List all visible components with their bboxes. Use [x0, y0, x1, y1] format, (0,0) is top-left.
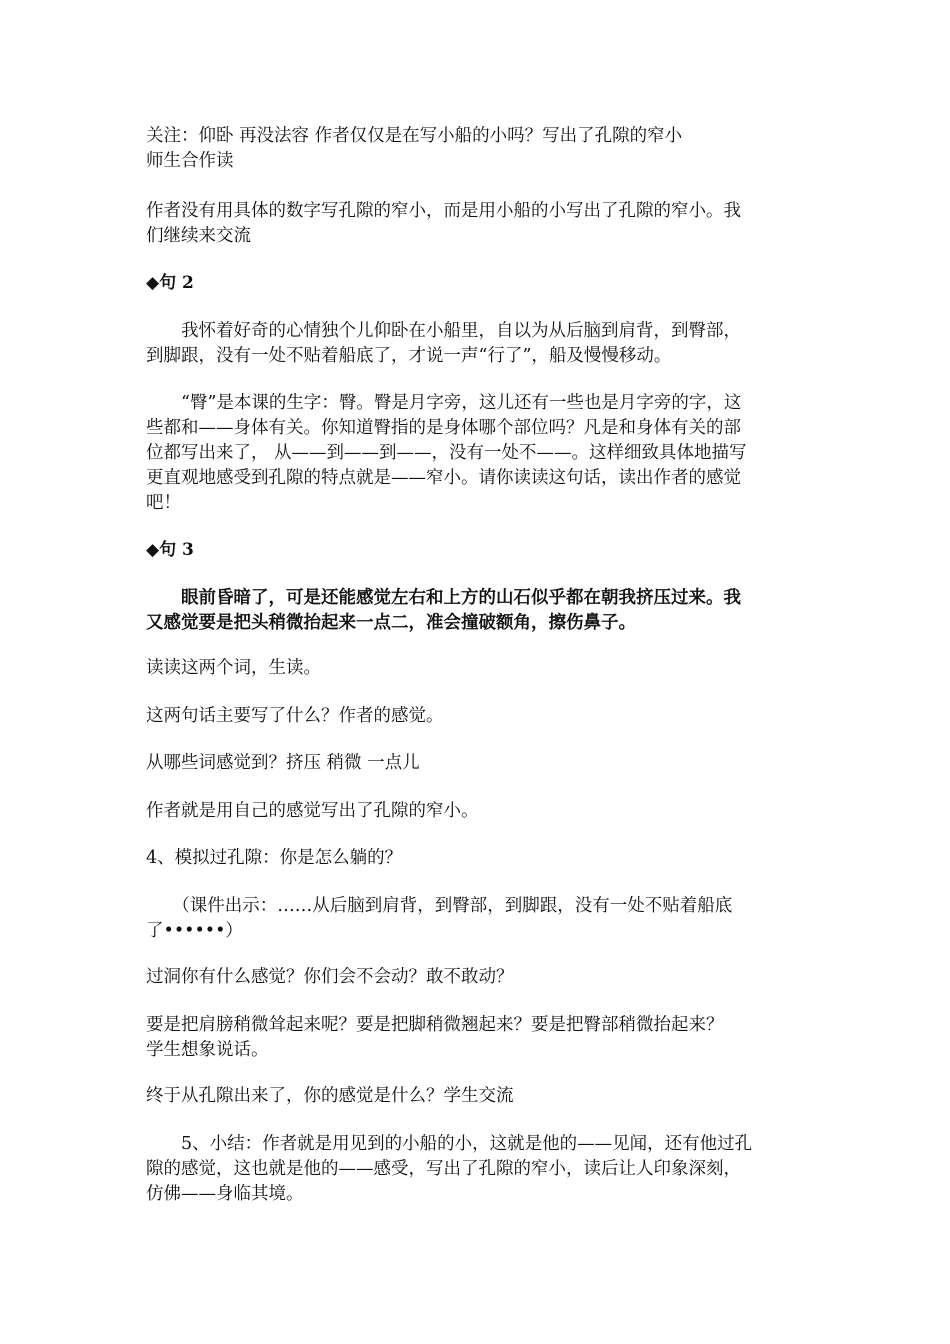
- paragraph-focus: [146, 124, 682, 174]
- paragraph-no-numbers: [146, 199, 741, 249]
- text-line: 们继续来交流: [146, 226, 251, 246]
- text-line: 过洞你有什么感觉？你们会不会动？敢不敢动？: [146, 967, 514, 987]
- text-line: 5、小结：作者就是用见到的小船的小，这就是他的——见闻，还有他过孔: [146, 1134, 753, 1154]
- text-line: 这两句话主要写了什么？作者的感觉。: [146, 706, 444, 726]
- text-line: 4、模拟过孔隙：你是怎么躺的？: [146, 848, 403, 868]
- text-line: 学生想象说话。: [146, 1040, 269, 1060]
- paragraph-keywords: [146, 751, 420, 776]
- text-line: 从哪些词感觉到？挤压 稍微 一点儿: [146, 753, 420, 773]
- text-line: 吧！: [146, 493, 181, 513]
- paragraph-imagine: [146, 1013, 724, 1063]
- text-line: 又感觉要是把头稍微抬起来一点二，准会撞破额角，擦伤鼻子。: [146, 613, 636, 633]
- step-5-summary: [146, 1132, 752, 1207]
- text-line: 作者没有用具体的数字写孔隙的窄小，而是用小船的小写出了孔隙的窄小。我: [146, 201, 741, 221]
- section-heading-3: [146, 538, 194, 563]
- text-line: 到脚跟，没有一处不贴着船底了，才说一声“行了”，船及慢慢移动。: [146, 346, 672, 366]
- text-line: 要是把肩膀稍微耸起来呢？要是把脚稍微翘起来？要是把臀部稍微抬起来？: [146, 1015, 724, 1035]
- text-line: 隙的感觉，这也就是他的——感受，写出了孔隙的窄小，读后让人印象深刻，: [146, 1159, 741, 1179]
- text-line: 些都和——身体有关。你知道臀指的是身体哪个部位吗？凡是和身体有关的部: [146, 418, 741, 438]
- text-line: 更直观地感受到孔隙的特点就是——窄小。请你读读这句话，读出作者的感觉: [146, 468, 741, 488]
- text-line: 读读这两个词，生读。: [146, 658, 321, 678]
- text-line: 位都写出来了， 从——到——到——，没有一处不——。这样细致具体地描写: [146, 443, 747, 463]
- quote-sentence-2: [146, 319, 741, 369]
- text-line: 关注：仰卧 再没法容 作者仅仅是在写小船的小吗？写出了孔隙的窄小: [146, 126, 683, 146]
- text-line: “臀”是本课的生字：臀。臀是月字旁，这儿还有一些也是月字旁的字，这: [146, 393, 742, 413]
- text-line: 眼前昏暗了，可是还能感觉左右和上方的山石似乎都在朝我挤压过来。我: [146, 588, 741, 608]
- text-line: 作者就是用自己的感觉写出了孔隙的窄小。: [146, 801, 479, 821]
- paragraph-feeling: [146, 799, 479, 824]
- text-line: （课件出示：……从后脑到肩背，到臀部，到脚跟，没有一处不贴着船底: [146, 896, 733, 916]
- section-heading: ◆句 3: [146, 540, 194, 560]
- text-line: 师生合作读: [146, 151, 234, 171]
- section-heading: ◆句 2: [146, 273, 194, 293]
- text-line: 终于从孔隙出来了，你的感觉是什么？学生交流: [146, 1086, 514, 1106]
- section-heading-2: [146, 271, 194, 296]
- step-4: [146, 846, 402, 871]
- paragraph-courseware: [146, 894, 732, 944]
- paragraph-exit: [146, 1084, 514, 1109]
- text-line: 我怀着好奇的心情独个儿仰卧在小船里，自以为从后脑到肩背，到臀部，: [146, 321, 741, 341]
- text-line: 了••••••）: [146, 921, 243, 941]
- paragraph-question: [146, 704, 444, 729]
- paragraph-tun: [146, 391, 747, 516]
- paragraph-read: [146, 656, 321, 681]
- quote-sentence-3: [146, 586, 741, 636]
- paragraph-cave-feeling: [146, 965, 514, 990]
- text-line: 仿佛——身临其境。: [146, 1184, 304, 1204]
